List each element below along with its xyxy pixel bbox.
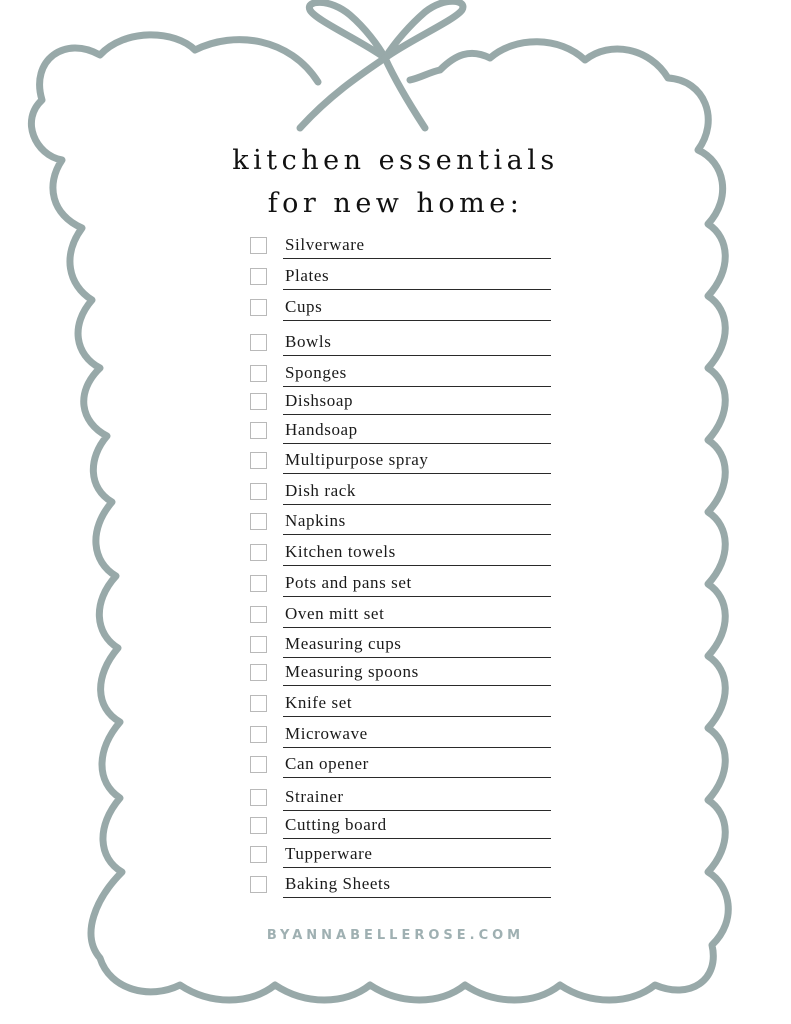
checklist-item xyxy=(247,573,552,603)
checkbox[interactable] xyxy=(250,846,267,863)
checklist-item-label: Handsoap xyxy=(285,420,358,439)
writing-line xyxy=(283,747,551,748)
checklist-item-label: Measuring cups xyxy=(285,634,402,653)
page-title-line-1: kitchen essentials xyxy=(232,145,559,176)
checklist-item-label: Baking Sheets xyxy=(285,874,391,893)
checklist-item-label: Measuring spoons xyxy=(285,662,419,681)
checklist-item-label: Sponges xyxy=(285,363,347,382)
checklist-item-label: Microwave xyxy=(285,724,368,743)
checkbox[interactable] xyxy=(250,817,267,834)
checklist-item-label: Pots and pans set xyxy=(285,573,412,592)
checklist-item xyxy=(247,662,552,692)
writing-line xyxy=(283,716,551,717)
footer-website: BYANNABELLEROSE.COM xyxy=(266,928,525,943)
writing-line xyxy=(283,685,551,686)
checkbox[interactable] xyxy=(250,299,267,316)
checkbox[interactable] xyxy=(250,606,267,623)
checkbox[interactable] xyxy=(250,756,267,773)
checklist-item-label: Tupperware xyxy=(285,844,373,863)
checkbox[interactable] xyxy=(250,393,267,410)
checklist-item xyxy=(247,332,552,362)
checklist-item xyxy=(247,815,552,845)
checkbox[interactable] xyxy=(250,483,267,500)
checklist-item xyxy=(247,481,552,511)
checklist-item-label: Knife set xyxy=(285,693,353,712)
writing-line xyxy=(283,473,551,474)
checklist-item-label: Kitchen towels xyxy=(285,542,396,561)
writing-line xyxy=(283,414,551,415)
checkbox[interactable] xyxy=(250,789,267,806)
writing-line xyxy=(283,355,551,356)
checkbox[interactable] xyxy=(250,513,267,530)
checkbox[interactable] xyxy=(250,237,267,254)
checklist-item xyxy=(247,235,552,265)
writing-line xyxy=(283,289,551,290)
writing-line xyxy=(283,867,551,868)
writing-line xyxy=(283,534,551,535)
checklist-item xyxy=(247,450,552,480)
checklist-item xyxy=(247,693,552,723)
checklist-item-label: Plates xyxy=(285,266,330,285)
page-title-line-2: for new home: xyxy=(267,188,524,219)
checklist-item-label: Multipurpose spray xyxy=(285,450,429,469)
checklist-item xyxy=(247,266,552,296)
checklist-item-label: Strainer xyxy=(285,787,344,806)
checkbox[interactable] xyxy=(250,334,267,351)
checklist-item-label: Can opener xyxy=(285,754,369,773)
checklist-item-label: Cups xyxy=(285,297,323,316)
checkbox[interactable] xyxy=(250,695,267,712)
checkbox[interactable] xyxy=(250,575,267,592)
checklist-item-label: Napkins xyxy=(285,511,346,530)
checklist-item xyxy=(247,420,552,450)
writing-line xyxy=(283,443,551,444)
writing-line xyxy=(283,320,551,321)
writing-line xyxy=(283,627,551,628)
writing-line xyxy=(283,838,551,839)
checklist-item-label: Silverware xyxy=(285,235,365,254)
checklist-item xyxy=(247,511,552,541)
checkbox[interactable] xyxy=(250,268,267,285)
writing-line xyxy=(283,596,551,597)
checklist-item xyxy=(247,874,552,904)
writing-line xyxy=(283,386,551,387)
checklist-item xyxy=(247,604,552,634)
checkbox[interactable] xyxy=(250,365,267,382)
checklist-item-label: Cutting board xyxy=(285,815,387,834)
checkbox[interactable] xyxy=(250,636,267,653)
checklist-item xyxy=(247,391,552,421)
checklist-item xyxy=(247,787,552,817)
checklist-item xyxy=(247,542,552,572)
checklist-item xyxy=(247,297,552,327)
writing-line xyxy=(283,657,551,658)
checkbox[interactable] xyxy=(250,544,267,561)
writing-line xyxy=(283,504,551,505)
checkbox[interactable] xyxy=(250,422,267,439)
checkbox[interactable] xyxy=(250,876,267,893)
checkbox[interactable] xyxy=(250,726,267,743)
writing-line xyxy=(283,565,551,566)
writing-line xyxy=(283,810,551,811)
writing-line xyxy=(283,777,551,778)
checklist-item xyxy=(247,363,552,393)
checklist-item xyxy=(247,634,552,664)
checkbox[interactable] xyxy=(250,664,267,681)
writing-line xyxy=(283,258,551,259)
checklist-item xyxy=(247,724,552,754)
checklist-item xyxy=(247,754,552,784)
checkbox[interactable] xyxy=(250,452,267,469)
checklist-item xyxy=(247,844,552,874)
writing-line xyxy=(283,897,551,898)
checklist-item-label: Oven mitt set xyxy=(285,604,385,623)
checklist-item-label: Bowls xyxy=(285,332,332,351)
checklist-item-label: Dish rack xyxy=(285,481,357,500)
checklist-item-label: Dishsoap xyxy=(285,391,354,410)
